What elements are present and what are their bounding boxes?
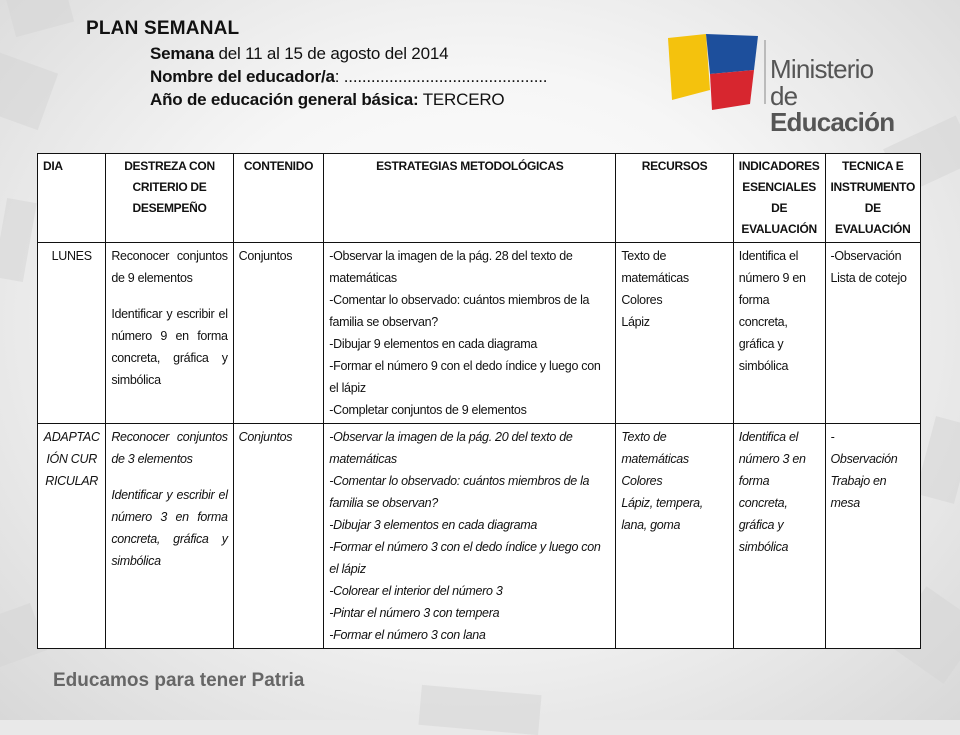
estrategia-item: -Formar el número 3 con lana: [329, 628, 486, 642]
destreza-2: Identificar y escribir el número 3 en forma concreta, gráfica y simbólica: [111, 488, 228, 568]
estrategia-item: -Comentar lo observado: cuántos miembros de la familia se observan?: [329, 474, 590, 510]
semana-line: [150, 44, 448, 64]
table-row: [38, 424, 921, 649]
col-header-indicadores: INDICADORES ESENCIALES DE EVALUACIÓN: [733, 154, 825, 243]
estrategia-item: -Comentar lo observado: cuántos miembros de la familia se observan?: [329, 293, 590, 329]
semana-label: Semana: [150, 44, 215, 63]
cell-estrategias: [324, 243, 616, 424]
cell-destreza: [106, 424, 233, 649]
cell-tecnica: [825, 424, 921, 649]
col-header-recursos: RECURSOS: [616, 154, 733, 243]
cell-contenido: Conjuntos: [233, 243, 324, 424]
cell-indicadores: Identifica el número 9 en forma concreta, gráfica y simbólica: [733, 243, 825, 424]
estrategia-item: -Formar el número 9 con el dedo índice y luego con el lápiz: [329, 359, 601, 395]
recurso-item: Lápiz: [621, 315, 650, 329]
estrategia-item: -Completar conjuntos de 9 elementos: [329, 403, 527, 417]
estrategia-item: -Formar el número 3 con el dedo índice y luego con el lápiz: [329, 540, 601, 576]
estrategia-item: -Pintar el número 3 con tempera: [329, 606, 500, 620]
semana-value: del 11 al 15 de agosto del 2014: [214, 44, 449, 63]
recurso-item: Texto de matemáticas: [621, 430, 689, 466]
table-header-row: [38, 154, 921, 243]
estrategia-item: -Observar la imagen de la pág. 28 del texto de matemáticas: [329, 249, 573, 285]
cell-dia: LUNES: [38, 243, 106, 424]
table-row: [38, 243, 921, 424]
logo-divider: [764, 40, 766, 104]
logo-line2: [770, 83, 916, 135]
tecnica-item: -: [830, 430, 835, 444]
educador-line: [150, 67, 547, 87]
tecnica-item: Trabajo en mesa: [830, 474, 887, 510]
plan-title: PLAN SEMANAL: [86, 18, 240, 39]
tecnica-item: -Observación: [830, 249, 902, 263]
estrategia-item: -Observar la imagen de la pág. 20 del texto de matemáticas: [329, 430, 573, 466]
tecnica-item: Lista de cotejo: [830, 271, 907, 285]
ecuador-flag-icon: [666, 34, 762, 110]
logo-line2-bold: Educación: [770, 107, 895, 137]
cell-contenido: Conjuntos: [233, 424, 324, 649]
anio-label: Año de educación general básica:: [150, 90, 419, 109]
cell-tecnica: [825, 243, 921, 424]
cell-dia: ADAPTACIÓN CURRICULAR: [38, 424, 106, 649]
destreza-1: Reconocer conjuntos de 9 elementos: [111, 249, 228, 285]
cell-destreza: [106, 243, 233, 424]
logo-line2-prefix: de: [770, 81, 798, 111]
footer-slogan: Educamos para tener Patria: [53, 670, 305, 691]
destreza-1: Reconocer conjuntos de 3 elementos: [111, 430, 228, 466]
col-header-destreza: DESTREZA CON CRITERIO DE DESEMPEÑO: [106, 154, 233, 243]
recurso-item: Colores: [621, 474, 663, 488]
cell-indicadores: Identifica el número 3 en forma concreta, gráfica y simbólica: [733, 424, 825, 649]
tecnica-item: Observación: [830, 452, 898, 466]
ministerio-logo: [666, 34, 916, 137]
educador-label: Nombre del educador/a: [150, 67, 335, 86]
logo-text: [770, 56, 916, 135]
educador-value: : .............................................: [334, 67, 548, 86]
destreza-2: Identificar y escribir el número 9 en forma concreta, gráfica y simbólica: [111, 307, 228, 387]
recurso-item: Colores: [621, 293, 663, 307]
recurso-item: Texto de matemáticas: [621, 249, 689, 285]
estrategia-item: -Dibujar 3 elementos en cada diagrama: [329, 518, 538, 532]
cell-recursos: [616, 424, 733, 649]
cell-estrategias: [324, 424, 616, 649]
col-header-dia: DIA: [38, 154, 106, 243]
plan-table: [37, 153, 921, 649]
col-header-estrategias: ESTRATEGIAS METODOLÓGICAS: [324, 154, 616, 243]
recurso-item: Lápiz, tempera, lana, goma: [621, 496, 703, 532]
cell-recursos: [616, 243, 733, 424]
col-header-tecnica: TECNICA E INSTRUMENTO DE EVALUACIÓN: [825, 154, 921, 243]
anio-value: TERCERO: [418, 90, 505, 109]
estrategia-item: -Dibujar 9 elementos en cada diagrama: [329, 337, 538, 351]
anio-line: [150, 90, 504, 110]
estrategia-item: -Colorear el interior del número 3: [329, 584, 503, 598]
col-header-contenido: CONTENIDO: [233, 154, 324, 243]
logo-line1: Ministerio: [770, 54, 874, 84]
